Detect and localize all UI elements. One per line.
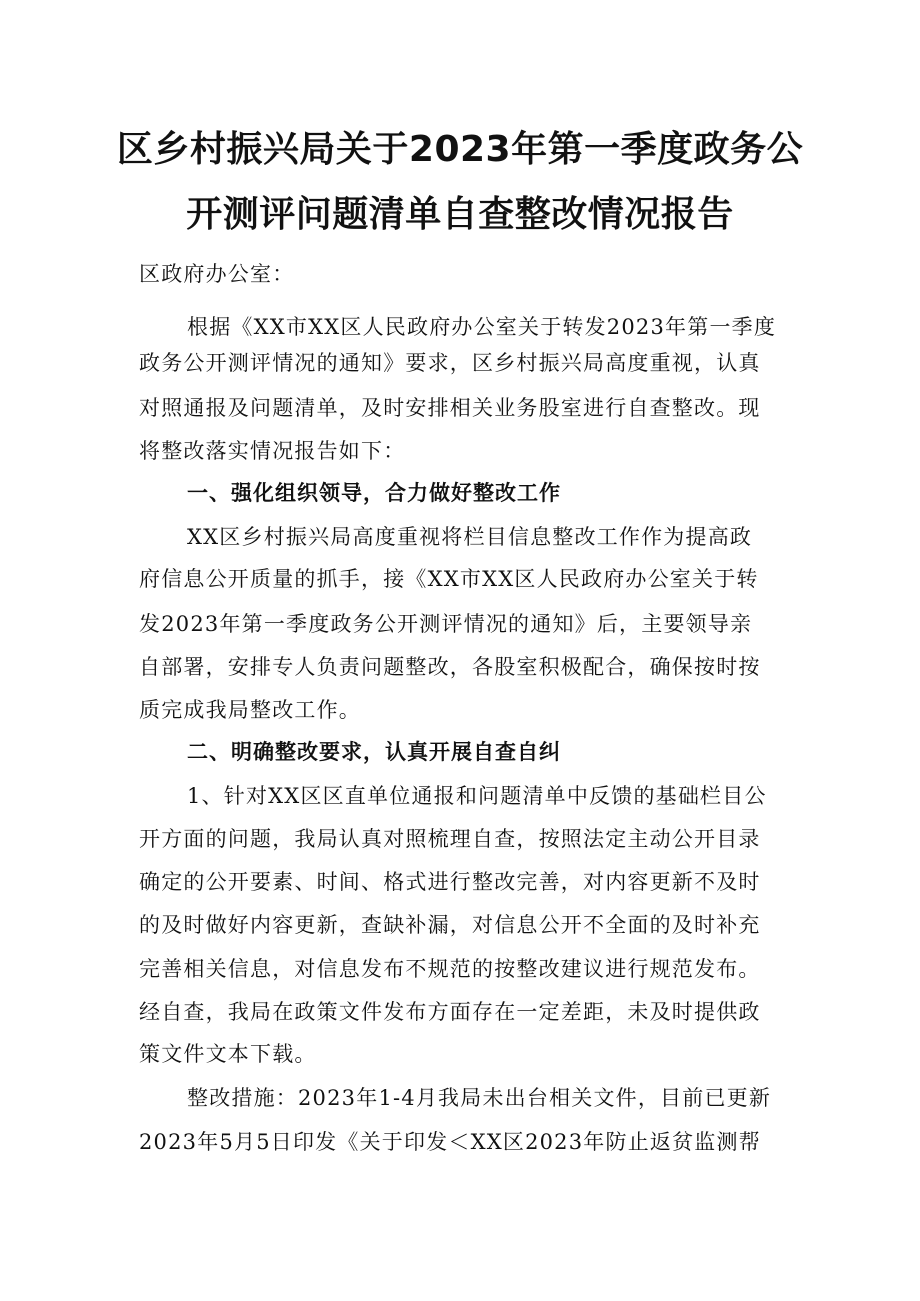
paragraph-line: 质完成我局整改工作。 <box>139 698 361 722</box>
paragraph-line: 将整改落实情况报告如下： <box>139 439 406 463</box>
paragraph-line: XX区乡村振兴局高度重视将栏目信息整改工作作为提高政 <box>187 525 753 549</box>
section-heading-1: 一、强化组织领导，合力做好整改工作 <box>187 481 561 505</box>
paragraph-line: 经自查，我局在政策文件发布方面存在一定差距，未及时提供政 <box>139 1000 761 1024</box>
addressee: 区政府办公室： <box>139 262 295 286</box>
paragraph-line: 发2023年第一季度政务公开测评情况的通知》后，主要领导亲 <box>139 612 753 636</box>
paragraph-line: 确定的公开要素、时间、格式进行整改完善，对内容更新不及时 <box>139 870 761 894</box>
paragraph-line: 根据《XX市XX区人民政府办公室关于转发2023年第一季度 <box>187 315 777 339</box>
paragraph-line: 2023年5月5日印发《关于印发＜XX区2023年防止返贫监测帮 <box>139 1130 761 1154</box>
paragraph-line: 策文件文本下载。 <box>139 1042 317 1066</box>
paragraph-line: 整改措施：2023年1-4月我局未出台相关文件，目前已更新 <box>187 1086 772 1110</box>
paragraph-line: 政务公开测评情况的通知》要求，区乡村振兴局高度重视，认真 <box>139 351 761 375</box>
paragraph-line: 对照通报及问题清单，及时安排相关业务股室进行自查整改。现 <box>139 396 761 420</box>
paragraph-line: 完善相关信息，对信息发布不规范的按整改建议进行规范发布。 <box>139 957 761 981</box>
paragraph-line: 的及时做好内容更新，查缺补漏，对信息公开不全面的及时补充 <box>139 913 761 937</box>
document-title-line-2: 开测评问题清单自查整改情况报告 <box>186 194 734 235</box>
document-title-line-1: 区乡村振兴局关于2023年第一季度政务公 <box>116 129 804 170</box>
paragraph-line: 开方面的问题，我局认真对照梳理自查，按照法定主动公开目录 <box>139 827 761 851</box>
paragraph-line: 1、针对XX区区直单位通报和问题清单中反馈的基础栏目公 <box>187 784 767 808</box>
paragraph-line: 自部署，安排专人负责问题整改，各股室积极配合，确保按时按 <box>139 655 761 679</box>
paragraph-line: 府信息公开质量的抓手，接《XX市XX区人民政府办公室关于转 <box>139 567 759 591</box>
section-heading-2: 二、明确整改要求，认真开展自查自纠 <box>187 740 561 764</box>
